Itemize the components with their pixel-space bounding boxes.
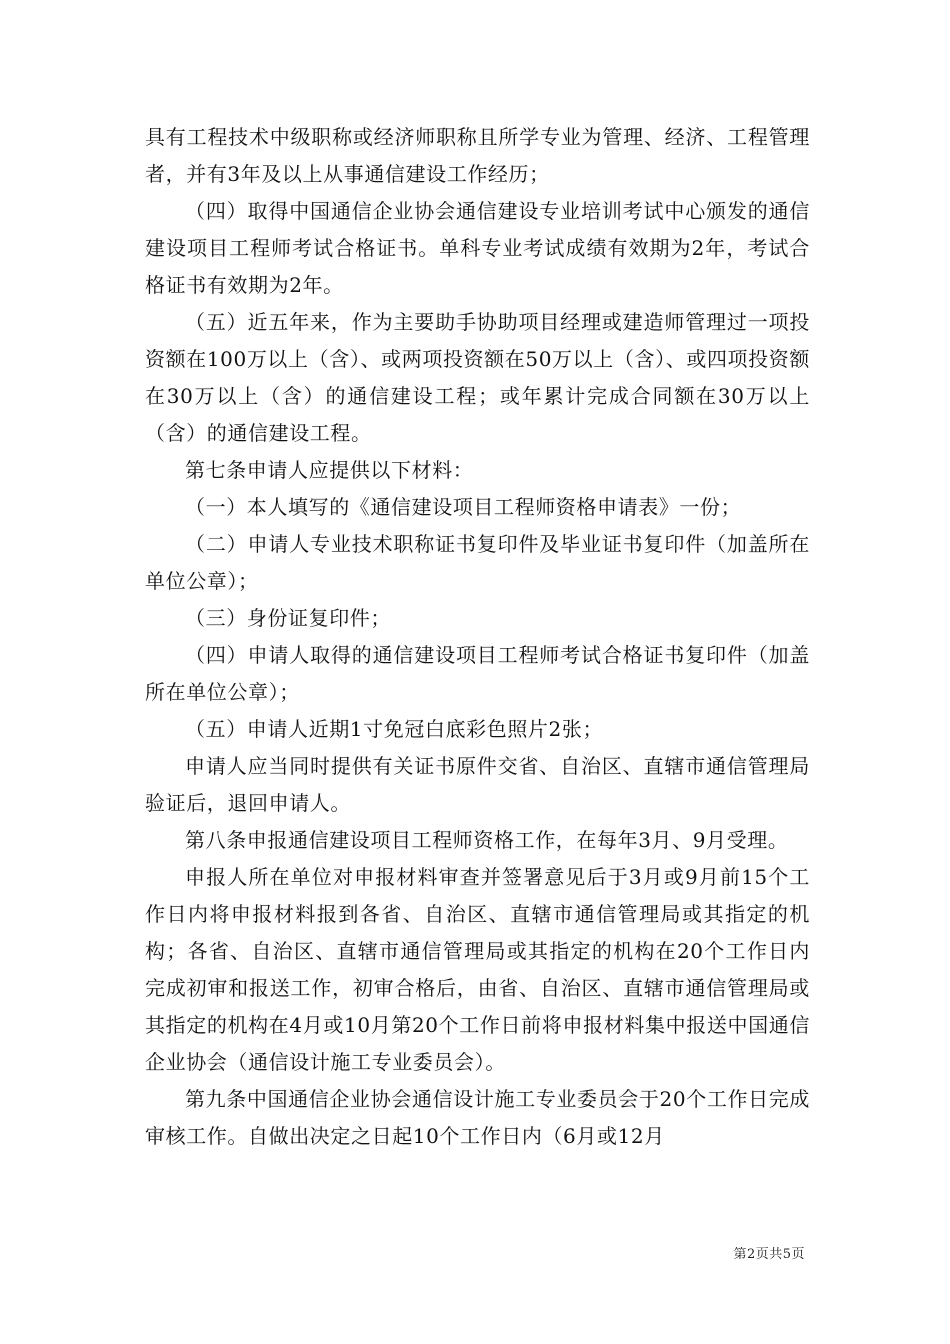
paragraph: 申报人所在单位对申报材料审查并签署意见后于3月或9月前15个工作日内将申报材料报到各省、自治区、直辖市通信管理局或其指定的机构；各省、自治区、直辖市通信管理局或其指定的机构在20个工作日内完成初审和报送工作，初审合格后，由省、自治区、直辖市通信管理局或其指定的机构在4月或10月第20个工作日前将申报材料集中报送中国通信企业协会（通信设计施工专业委员会）。 bbox=[145, 865, 810, 1074]
paragraph: （一）本人填写的《通信建设项目工程师资格申请表》一份； bbox=[185, 495, 742, 519]
paragraph: 第七条申请人应提供以下材料： bbox=[185, 458, 474, 482]
paragraph: （四）申请人取得的通信建设项目工程师考试合格证书复印件（加盖所在单位公章）； bbox=[145, 643, 810, 704]
paragraph: 第九条中国通信企业协会通信设计施工专业委员会于20个工作日完成审核工作。自做出决定之日起10个工作日内（6月或12月 bbox=[145, 1087, 810, 1148]
paragraph: （五）申请人近期1寸免冠白底彩色照片2张； bbox=[185, 717, 604, 741]
paragraph: 具有工程技术中级职称或经济师职称且所学专业为管理、经济、工程管理者，并有3年及以上从事通信建设工作经历； bbox=[145, 125, 810, 186]
page-number-footer: 第2页共5页 bbox=[733, 1247, 805, 1262]
document-body bbox=[145, 119, 810, 1155]
paragraph: （三）身份证复印件； bbox=[185, 606, 391, 630]
paragraph: （四）取得中国通信企业协会通信建设专业培训考试中心颁发的通信建设项目工程师考试合格证书。单科专业考试成绩有效期为2年，考试合格证书有效期为2年。 bbox=[145, 199, 810, 297]
paragraph: 第八条申报通信建设项目工程师资格工作，在每年3月、9月受理。 bbox=[185, 828, 789, 852]
paragraph: （五）近五年来，作为主要助手协助项目经理或建造师管理过一项投资额在100万以上（含）、或两项投资额在50万以上（含）、或四项投资额在30万以上（含）的通信建设工程；或年累计完成合同额在30万以上（含）的通信建设工程。 bbox=[145, 310, 810, 445]
paragraph: 申请人应当同时提供有关证书原件交省、自治区、直辖市通信管理局验证后，退回申请人。 bbox=[145, 754, 810, 815]
paragraph: （二）申请人专业技术职称证书复印件及毕业证书复印件（加盖所在单位公章）； bbox=[145, 532, 810, 593]
